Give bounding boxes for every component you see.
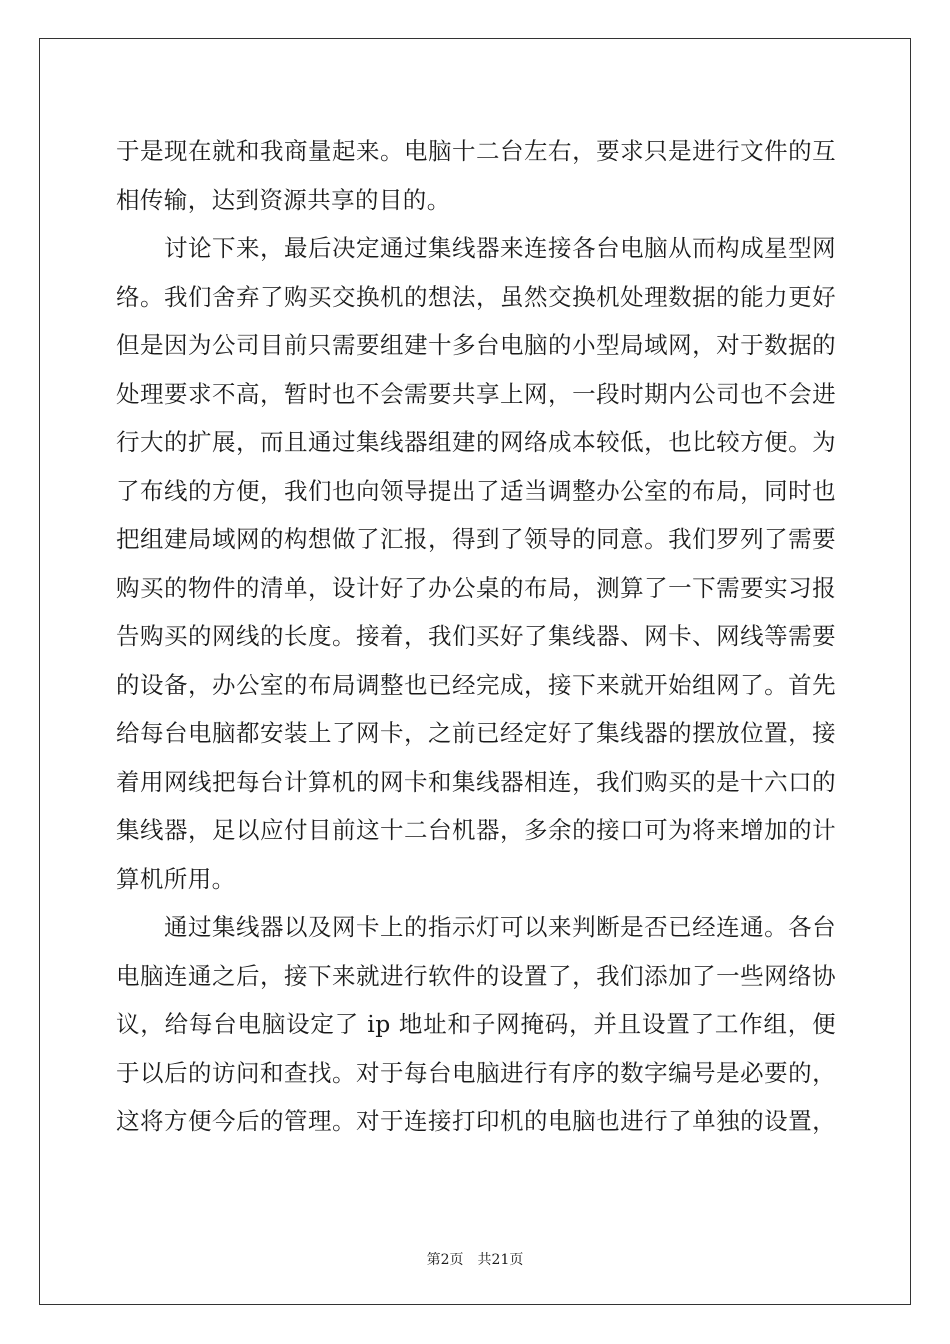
text-line: 相传输，达到资源共享的目的。 (116, 185, 451, 214)
text-line: 给每台电脑都安装上了网卡，之前已经定好了集线器的摆放位置，接 (116, 719, 836, 747)
text-line: 购买的物件的清单，设计好了办公桌的布局，测算了一下需要实习报 (116, 573, 836, 602)
text-line: 着用网线把每台计算机的网卡和集线器相连，我们购买的是十六口的 (116, 767, 836, 796)
text-line: 于是现在就和我商量起来。电脑十二台左右，要求只是进行文件的互 (116, 137, 836, 165)
paragraph-3 (116, 903, 836, 1146)
text-line: 但是因为公司目前只需要组建十多台电脑的小型局域网，对于数据的 (116, 331, 836, 359)
text-line: 议，给每台电脑设定了 ip 地址和子网掩码，并且设置了工作组，便 (116, 1010, 836, 1038)
text-line: 这将方便今后的管理。对于连接打印机的电脑也进行了单独的设置， (116, 1107, 836, 1135)
text-line: 络。我们舍弃了购买交换机的想法，虽然交换机处理数据的能力更好 (116, 282, 836, 311)
text-line: 于以后的访问和查找。对于每台电脑进行有序的数字编号是必要的， (116, 1058, 836, 1087)
text-line: 处理要求不高，暂时也不会需要共享上网，一段时期内公司也不会进 (116, 379, 836, 408)
text-line: 通过集线器以及网卡上的指示灯可以来判断是否已经连通。各台 (116, 913, 836, 941)
text-line: 行大的扩展，而且通过集线器组建的网络成本较低，也比较方便。为 (116, 428, 836, 456)
text-line: 告购买的网线的长度。接着，我们买好了集线器、网卡、网线等需要 (116, 622, 836, 650)
page-number-footer: 第2页 共21页 (426, 1252, 524, 1268)
text-line: 的设备，办公室的布局调整也已经完成，接下来就开始组网了。首先 (116, 670, 836, 699)
paragraph-1 (116, 127, 836, 224)
document-body (116, 127, 836, 1146)
text-line: 把组建局域网的构想做了汇报，得到了领导的同意。我们罗列了需要 (116, 525, 836, 553)
paragraph-2 (116, 224, 836, 903)
text-line: 电脑连通之后，接下来就进行软件的设置了，我们添加了一些网络协 (116, 961, 836, 990)
text-line: 讨论下来，最后决定通过集线器来连接各台电脑从而构成星型网 (116, 234, 836, 262)
text-line: 了布线的方便，我们也向领导提出了适当调整办公室的布局，同时也 (116, 476, 836, 505)
text-line: 算机所用。 (116, 864, 236, 893)
text-line: 集线器，足以应付目前这十二台机器，多余的接口可为将来增加的计 (116, 816, 836, 844)
